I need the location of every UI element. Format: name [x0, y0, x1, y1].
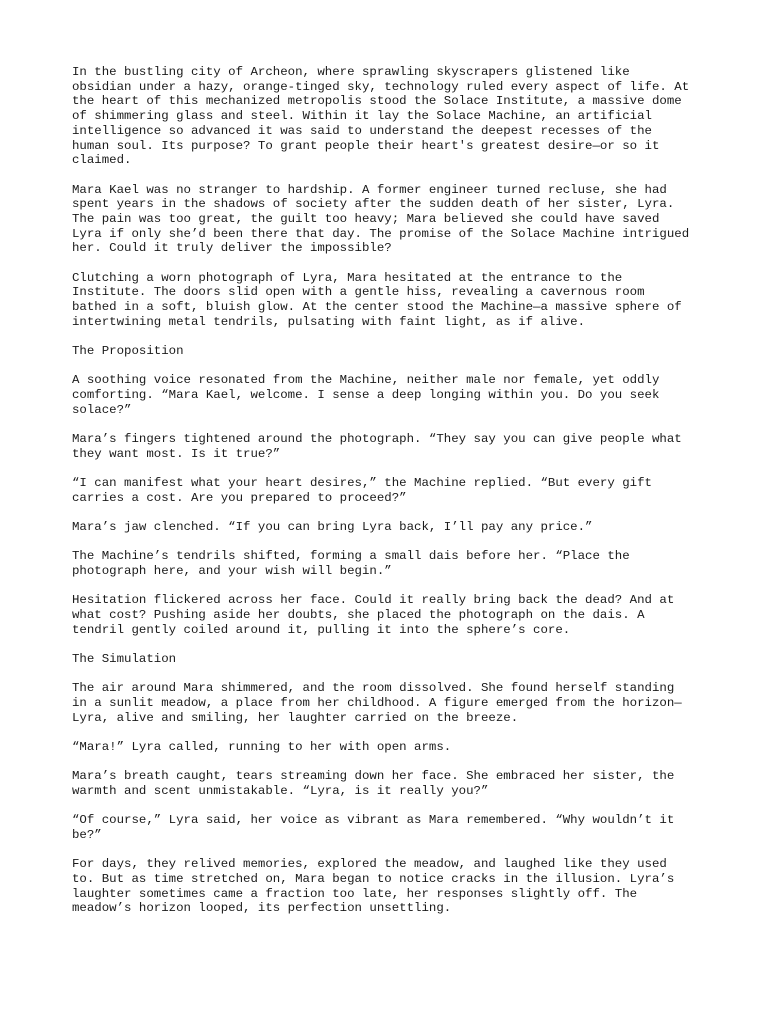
paragraph-mara-fingers	[72, 432, 702, 461]
text-line: what cost? Pushing aside her doubts, she placed the photograph on the dais. A	[72, 608, 645, 623]
text-line: Mara Kael was no stranger to hardship. A former engineer turned recluse, she had	[72, 182, 667, 197]
text-line: of shimmering glass and steel. Within it lay the Solace Machine, an artificial	[72, 109, 652, 124]
text-line: Mara’s jaw clenched. “If you can bring Lyra back, I’ll pay any price.”	[72, 520, 593, 535]
text-line: Lyra, alive and smiling, her laughter carried on the breeze.	[72, 710, 519, 725]
text-line: The air around Mara shimmered, and the room dissolved. She found herself standing	[72, 681, 675, 696]
section-heading: The Proposition	[72, 344, 184, 359]
text-line: Mara’s breath caught, tears streaming down her face. She embraced her sister, the	[72, 769, 675, 784]
text-line: “Of course,” Lyra said, her voice as vibrant as Mara remembered. “Why wouldn’t it	[72, 813, 675, 828]
paragraph-mara-breath	[72, 769, 702, 798]
text-line: The pain was too great, the guilt too heavy; Mara believed she could have saved	[72, 211, 660, 226]
text-line: The Machine’s tendrils shifted, forming a small dais before her. “Place the	[72, 549, 630, 564]
paragraph-lyra-called	[72, 740, 702, 755]
section-heading: The Simulation	[72, 652, 177, 667]
paragraph-machine-replied	[72, 476, 702, 505]
text-line: carries a cost. Are you prepared to proceed?”	[72, 490, 407, 505]
text-line: the heart of this mechanized metropolis stood the Solace Institute, a massive dome	[72, 94, 682, 109]
section-heading-simulation	[72, 652, 702, 667]
text-line: Lyra if only she’d been there that day. The promise of the Solace Machine intrigued	[72, 226, 690, 241]
text-line: spent years in the shadows of society after the sudden death of her sister, Lyra.	[72, 197, 675, 212]
text-line: be?”	[72, 828, 102, 843]
text-line: claimed.	[72, 153, 132, 168]
paragraph-meadow	[72, 681, 702, 725]
text-line: human soul. Its purpose? To grant people their heart's greatest desire—or so it	[72, 138, 660, 153]
text-line: “Mara!” Lyra called, running to her with open arms.	[72, 740, 452, 755]
paragraph-tendrils-dais	[72, 549, 702, 578]
text-line: In the bustling city of Archeon, where sprawling skyscrapers glistened like	[72, 65, 630, 79]
paragraph-cracks-illusion	[72, 857, 702, 916]
text-line: solace?”	[72, 402, 132, 417]
text-line: bathed in a soft, bluish glow. At the center stood the Machine—a massive sphere of	[72, 300, 682, 315]
text-line: laughter sometimes came a fraction too late, her responses slightly off. The	[72, 886, 638, 901]
text-line: obsidian under a hazy, orange-tinged sky, technology ruled every aspect of life. At	[72, 79, 690, 94]
text-line: Clutching a worn photograph of Lyra, Mara hesitated at the entrance to the	[72, 270, 623, 285]
text-line: Mara’s fingers tightened around the photograph. “They say you can give people what	[72, 432, 682, 447]
text-line: For days, they relived memories, explored the meadow, and laughed like they used	[72, 857, 667, 872]
section-heading-proposition	[72, 344, 702, 359]
text-line: they want most. Is it true?”	[72, 446, 281, 461]
paragraph-of-course	[72, 813, 702, 842]
text-line: warmth and scent unmistakable. “Lyra, is it really you?”	[72, 784, 489, 799]
text-line: intelligence so advanced it was said to understand the deepest recesses of the	[72, 123, 652, 138]
text-line: to. But as time stretched on, Mara began to notice cracks in the illusion. Lyra’s	[72, 872, 675, 887]
paragraph-intro-archeon	[72, 65, 702, 168]
text-line: A soothing voice resonated from the Machine, neither male nor female, yet oddly	[72, 373, 660, 388]
text-line: her. Could it truly deliver the impossible?	[72, 241, 392, 256]
text-line: “I can manifest what your heart desires,” the Machine replied. “But every gift	[72, 476, 652, 491]
paragraph-mara-jaw	[72, 520, 702, 535]
text-line: Hesitation flickered across her face. Could it really bring back the dead? And at	[72, 593, 675, 608]
paragraph-soothing-voice	[72, 373, 702, 417]
text-line: meadow’s horizon looped, its perfection unsettling.	[72, 901, 452, 916]
text-line: intertwining metal tendrils, pulsating with faint light, as if alive.	[72, 314, 586, 329]
text-line: Institute. The doors slid open with a gentle hiss, revealing a cavernous room	[72, 285, 645, 300]
text-line: in a sunlit meadow, a place from her childhood. A figure emerged from the horizon—	[72, 696, 682, 711]
text-line: tendril gently coiled around it, pulling it into the sphere’s core.	[72, 622, 571, 637]
text-line: photograph here, and your wish will begin.”	[72, 564, 392, 579]
paragraph-hesitation	[72, 593, 702, 637]
paragraph-institute-entrance	[72, 271, 702, 330]
paragraph-mara-kael	[72, 183, 702, 257]
text-line: comforting. “Mara Kael, welcome. I sense a deep longing within you. Do you seek	[72, 388, 660, 403]
document-page	[72, 65, 702, 931]
